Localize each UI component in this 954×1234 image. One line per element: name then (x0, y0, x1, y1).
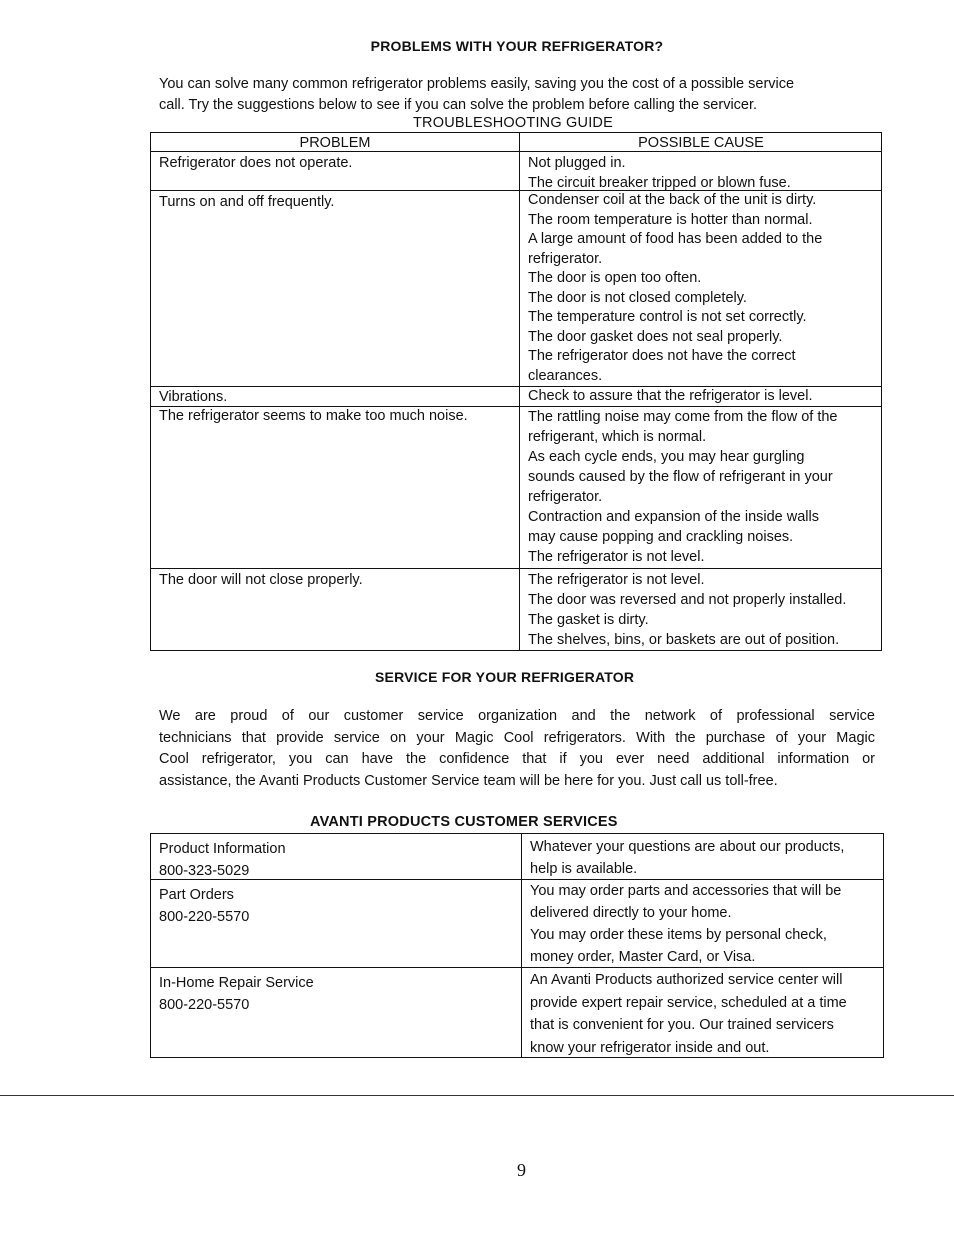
cause-text: Contraction and expansion of the inside walls (528, 509, 819, 525)
cause-text: A large amount of food has been added to the (528, 231, 823, 247)
service-phone: 800-220-5570 (159, 997, 250, 1013)
table-border (883, 833, 884, 1058)
footer-rule (0, 1095, 954, 1096)
service-desc: You may order these items by personal check, (530, 927, 827, 943)
service-name-cell (159, 972, 314, 1016)
cause-text: Check to assure that the refrigerator is level. (528, 388, 813, 404)
cause-text: Not plugged in. (528, 155, 626, 171)
cause-text: refrigerator. (528, 250, 603, 267)
problem-cell (159, 153, 352, 173)
cause-cell (528, 153, 791, 193)
page-number: 9 (517, 1160, 526, 1180)
service-desc: provide expert repair service, scheduled at a time (530, 994, 847, 1011)
problem-cell (159, 387, 227, 407)
table-border (150, 650, 882, 651)
cause-text: The door is not closed completely. (528, 289, 747, 306)
service-name-cell (159, 838, 286, 882)
table-border (150, 833, 884, 834)
cause-text: The circuit breaker tripped or blown fuse. (528, 175, 791, 191)
cause-text: The door gasket does not seal properly. (528, 328, 783, 345)
cause-cell (528, 570, 846, 650)
table-border (150, 132, 151, 651)
table-border (150, 833, 151, 1058)
intro-line: call. Try the suggestions below to see if you can solve the problem before calling the servicer. (159, 97, 758, 113)
table-border (881, 132, 882, 651)
service-desc-cell (530, 969, 847, 1059)
col-header-cause: POSSIBLE CAUSE (638, 135, 764, 151)
cause-cell (528, 386, 813, 406)
problem-cell (159, 192, 334, 212)
service-desc: Whatever your questions are about our products, (530, 839, 845, 855)
table-border (521, 833, 522, 1058)
service-desc: You may order parts and accessories that will be (530, 883, 842, 899)
service-paragraph (159, 706, 875, 792)
service-line: technicians that provide service on your Magic Cool refrigerators. With the purchase of your Magic (159, 729, 875, 746)
cause-text: The gasket is dirty. (528, 612, 649, 628)
problem-text: Refrigerator does not operate. (159, 155, 353, 171)
problem-cell (159, 570, 363, 590)
service-name: In-Home Repair Service (159, 975, 314, 991)
troubleshooting-title: TROUBLESHOOTING GUIDE (413, 115, 613, 131)
service-name: Part Orders (159, 887, 234, 903)
cause-text: sounds caused by the flow of refrigerant in your (528, 469, 833, 485)
service-name: Product Information (159, 841, 286, 857)
service-desc: that is convenient for you. Our trained servicers (530, 1017, 834, 1033)
service-phone: 800-323-5029 (159, 863, 250, 879)
cause-text: The room temperature is hotter than normal. (528, 211, 813, 228)
service-desc: know your refrigerator inside and out. (530, 1039, 770, 1056)
service-desc-cell (530, 880, 841, 968)
cause-text: The temperature control is not set correctly. (528, 309, 807, 325)
service-line: We are proud of our customer service organization and the network of professional service (159, 708, 875, 724)
cause-cell (528, 191, 822, 386)
cause-cell (528, 407, 837, 567)
cause-text: The refrigerator does not have the correct (528, 348, 796, 364)
table-border (150, 568, 882, 569)
cause-text: The refrigerator is not level. (528, 572, 705, 588)
service-desc: delivered directly to your home. (530, 905, 732, 921)
service-line: assistance, the Avanti Products Customer Service team will be here for you. Just call us toll-free. (159, 772, 778, 789)
problem-text: Turns on and off frequently. (159, 194, 335, 210)
cause-text: The door is open too often. (528, 270, 702, 286)
service-desc: help is available. (530, 861, 638, 877)
service-desc: An Avanti Products authorized service center will (530, 972, 843, 988)
service-phone: 800-220-5570 (159, 909, 250, 925)
intro-line: You can solve many common refrigerator problems easily, saving you the cost of a possible service (159, 76, 795, 92)
problem-text: The door will not close properly. (159, 572, 363, 588)
cause-text: Condenser coil at the back of the unit is dirty. (528, 192, 817, 208)
cause-text: clearances. (528, 367, 603, 384)
service-line: Cool refrigerator, you can have the confidence that if you ever need additional information or (159, 751, 875, 767)
col-header-problem: PROBLEM (299, 135, 371, 151)
service-desc-cell (530, 836, 844, 880)
customer-services-title: AVANTI PRODUCTS CUSTOMER SERVICES (310, 814, 618, 830)
cause-text: As each cycle ends, you may hear gurgling (528, 449, 805, 465)
cause-text: The shelves, bins, or baskets are out of position. (528, 632, 840, 648)
problem-cell (159, 406, 468, 426)
service-heading: SERVICE FOR YOUR REFRIGERATOR (375, 669, 635, 685)
intro-paragraph (159, 74, 794, 116)
problems-heading: PROBLEMS WITH YOUR REFRIGERATOR? (370, 38, 664, 54)
cause-text: may cause popping and crackling noises. (528, 529, 794, 545)
table-border (519, 132, 520, 651)
cause-text: refrigerator. (528, 489, 603, 505)
problem-text: The refrigerator seems to make too much noise. (159, 408, 468, 424)
cause-text: The door was reversed and not properly installed. (528, 592, 847, 608)
cause-text: The refrigerator is not level. (528, 549, 705, 565)
service-desc: money order, Master Card, or Visa. (530, 949, 756, 965)
cause-text: The rattling noise may come from the flow of the (528, 409, 838, 425)
service-name-cell (159, 884, 249, 928)
cause-text: refrigerant, which is normal. (528, 429, 707, 445)
problem-text: Vibrations. (159, 389, 228, 405)
